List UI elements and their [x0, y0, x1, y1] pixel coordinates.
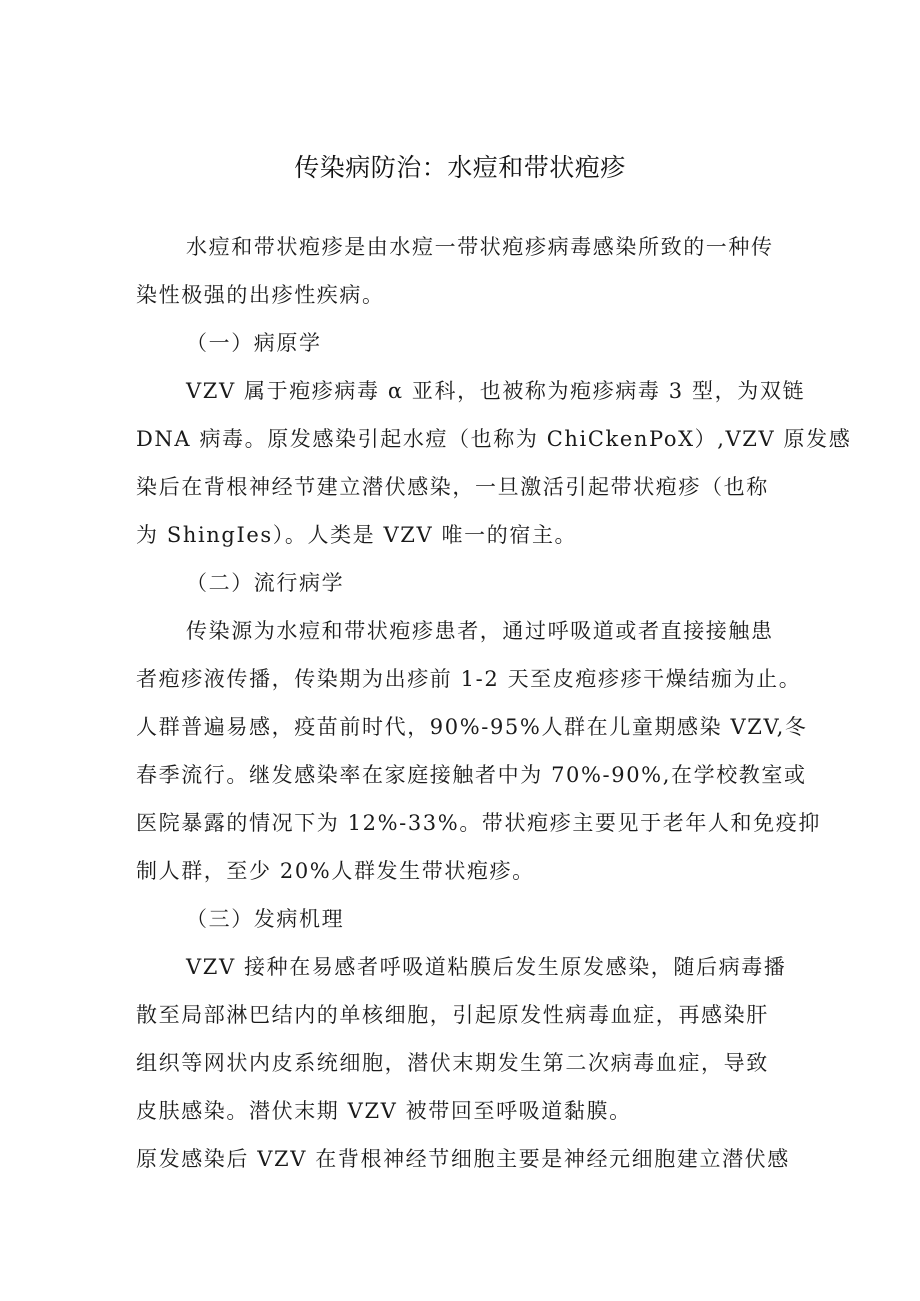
pathogen-line-1: VZV 属于疱疹病毒 α 亚科，也被称为疱疹病毒 3 型，为双链	[186, 379, 806, 403]
epidemiology-line-6: 制人群，至少 20%人群发生带状疱疹。	[136, 859, 535, 883]
section-heading-pathogenesis: （三）发病机理	[186, 907, 345, 931]
pathogen-line-2: DNA 病毒。原发感染引起水痘（也称为 ChiCkenPoX）,VZV 原发感	[136, 427, 852, 451]
pathogenesis-line-1: VZV 接种在易感者呼吸道粘膜后发生原发感染，随后病毒播	[186, 955, 787, 979]
document-body	[136, 223, 852, 1183]
section-heading-epidemiology: （二）流行病学	[186, 571, 345, 595]
pathogenesis-line-3: 组织等网状内皮系统细胞，潜伏末期发生第二次病毒血症，导致	[136, 1051, 769, 1075]
pathogen-line-3: 染后在背根神经节建立潜伏感染，一旦激活引起带状疱疹（也称	[136, 475, 769, 499]
pathogenesis-line-2: 散至局部淋巴结内的单核细胞，引起原发性病毒血症，再感染肝	[136, 1003, 769, 1027]
pathogen-line-4: 为 ShingIes）。人类是 VZV 唯一的宿主。	[136, 523, 578, 547]
epidemiology-line-3: 人群普遍易感，疫苗前时代，90%-95%人群在儿童期感染 VZV,冬	[136, 715, 808, 739]
epidemiology-line-4: 春季流行。继发感染率在家庭接触者中为 70%-90%,在学校教室或	[136, 763, 807, 787]
document-title: 传染病防治：水痘和带状疱疹	[294, 153, 626, 182]
epidemiology-line-5: 医院暴露的情况下为 12%-33%。带状疱疹主要见于老年人和免疫抑	[136, 811, 821, 835]
intro-line-2: 染性极强的出疹性疾病。	[136, 283, 385, 307]
pathogenesis-line-5: 原发感染后 VZV 在背根神经节细胞主要是神经元细胞建立潜伏感	[136, 1147, 790, 1171]
epidemiology-line-2: 者疱疹液传播，传染期为出疹前 1-2 天至皮疱疹疹干燥结痂为止。	[136, 667, 802, 691]
section-heading-pathogen: （一）病原学	[186, 331, 322, 355]
intro-line-1: 水痘和带状疱疹是由水痘一带状疱疹病毒感染所致的一种传	[186, 235, 774, 259]
epidemiology-line-1: 传染源为水痘和带状疱疹患者，通过呼吸道或者直接接触患	[186, 619, 774, 643]
pathogenesis-line-4: 皮肤感染。潜伏末期 VZV 被带回至呼吸道黏膜。	[136, 1099, 632, 1123]
